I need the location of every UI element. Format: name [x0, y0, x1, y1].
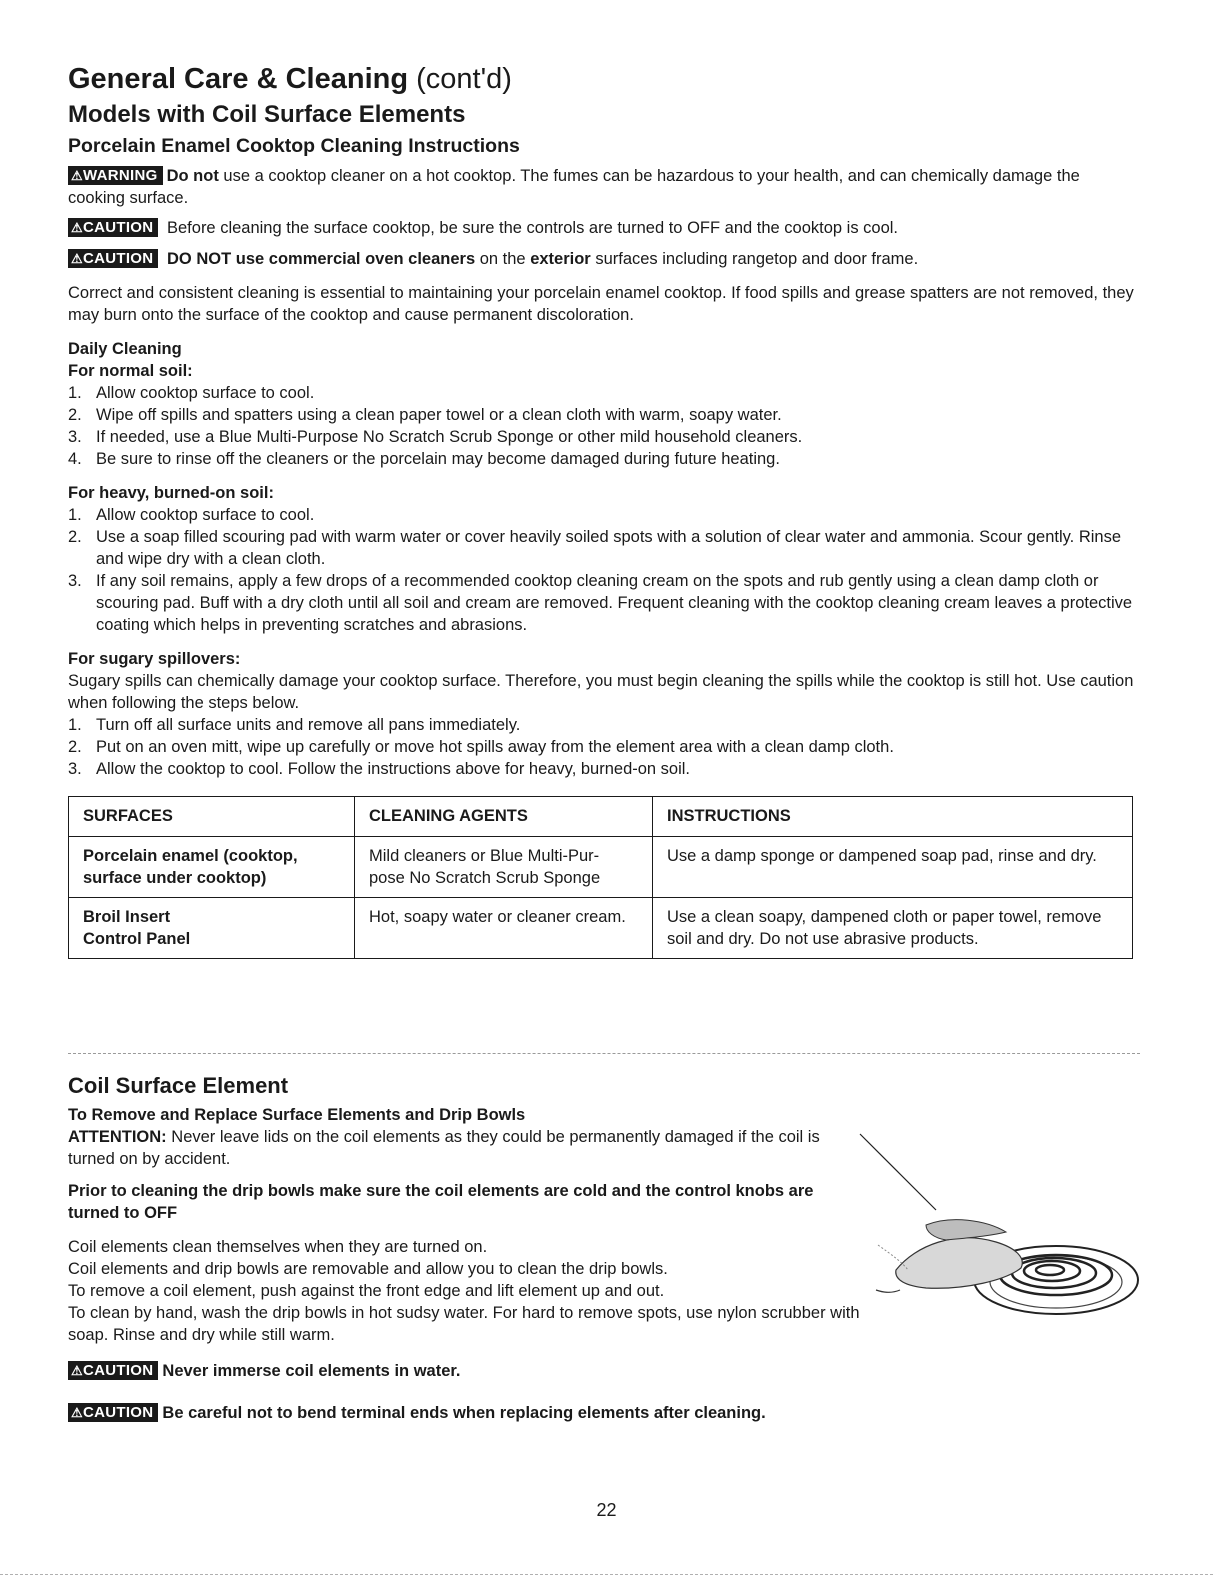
- sugary-heading: For sugary spillovers:: [68, 650, 241, 668]
- column-header: INSTRUCTIONS: [653, 797, 1133, 837]
- normal-soil-heading: For normal soil:: [68, 362, 193, 380]
- heavy-soil-heading: For heavy, burned-on soil:: [68, 484, 274, 502]
- coil-element-illustration: [856, 1130, 1146, 1330]
- surface-line: Control Panel: [83, 930, 191, 948]
- table-cell: Porcelain enamel (cooktop, surface under cooktop): [69, 837, 355, 898]
- list-item: 1. Allow cooktop surface to cool.: [68, 506, 315, 524]
- list-item: 3. If needed, use a Blue Multi-Purpose No Scratch Scrub Sponge or other mild household cleaners.: [68, 428, 803, 446]
- caution2-lead: DO NOT use commercial oven cleaners: [167, 250, 476, 268]
- caution2-mid: on the: [479, 250, 526, 268]
- coil-section: [68, 1072, 868, 1424]
- table-header-row: [69, 797, 1133, 837]
- attention-paragraph: [68, 1126, 868, 1170]
- table-row: [69, 898, 1133, 959]
- list-item: 1. Allow cooktop surface to cool.: [68, 384, 315, 402]
- page-number: 22: [596, 1500, 617, 1520]
- caution3-text: Never immerse coil elements in water.: [162, 1362, 461, 1380]
- warning-triangle-icon: ⚠: [71, 1405, 83, 1420]
- caution-badge: ⚠CAUTION: [68, 1361, 158, 1380]
- section-divider: [68, 1053, 1140, 1054]
- page-subtitle: Models with Coil Surface Elements: [68, 101, 466, 128]
- coil-subheading: To Remove and Replace Surface Elements and Drip Bowls: [68, 1106, 526, 1124]
- daily-heading: Daily Cleaning: [68, 340, 182, 358]
- caution-statement-1: [68, 217, 1138, 239]
- caution-badge: ⚠CAUTION: [68, 249, 158, 268]
- caution-statement-2: [68, 248, 1138, 270]
- warning-triangle-icon: ⚠: [71, 168, 83, 183]
- caution-statement-3: [68, 1360, 868, 1382]
- section-heading: Porcelain Enamel Cooktop Cleaning Instructions: [68, 135, 520, 157]
- daily-cleaning-section: [68, 338, 1138, 470]
- normal-soil-steps: [68, 382, 1138, 470]
- title-main: General Care & Cleaning: [68, 63, 409, 95]
- caution-badge: ⚠CAUTION: [68, 218, 158, 237]
- warning-lead: Do not: [166, 167, 219, 185]
- attention-label: ATTENTION:: [68, 1128, 167, 1146]
- table-cell: [69, 898, 355, 959]
- heavy-soil-steps: [68, 504, 1138, 636]
- warning-triangle-icon: ⚠: [71, 251, 83, 266]
- surface-line: Broil Insert: [83, 908, 171, 926]
- title-suffix: (cont'd): [416, 63, 512, 95]
- heavy-soil-section: [68, 482, 1138, 636]
- warning-triangle-icon: ⚠: [71, 1363, 83, 1378]
- caution2-tail: surfaces including rangetop and door frame.: [595, 250, 919, 268]
- instruction-line: Coil elements clean themselves when they are turned on.: [68, 1238, 488, 1256]
- sugary-section: [68, 648, 1138, 780]
- table-cell: Use a damp sponge or dampened soap pad, rinse and dry.: [653, 837, 1133, 898]
- warning-statement: [68, 165, 1138, 209]
- page-title: [68, 62, 1138, 96]
- list-item: 2. Use a soap filled scouring pad with warm water or cover heavily soiled spots with a solution of clear water and ammonia. Scour gently. Rinse and wipe dry with a clean cloth.: [68, 528, 1122, 568]
- cleaning-table: [68, 796, 1133, 959]
- list-item: 2. Put on an oven mitt, wipe up carefully or move hot spills away from the element area with a clean damp cloth.: [68, 738, 894, 756]
- list-item: 2. Wipe off spills and spatters using a clean paper towel or a clean cloth with warm, soapy water.: [68, 406, 782, 424]
- caution1-text: Before cleaning the surface cooktop, be sure the controls are turned to OFF and the cooktop is cool.: [167, 219, 899, 237]
- prior-warning: Prior to cleaning the drip bowls make sure the coil elements are cold and the control knobs are turned to OFF: [68, 1182, 814, 1222]
- table-row: [69, 837, 1133, 898]
- list-item: 1. Turn off all surface units and remove all pans immediately.: [68, 716, 521, 734]
- instruction-line: Coil elements and drip bowls are removable and allow you to clean the drip bowls.: [68, 1260, 668, 1278]
- table-cell: Use a clean soapy, dampened cloth or paper towel, remove soil and dry. Do not use abrasive products.: [653, 898, 1133, 959]
- warning-triangle-icon: ⚠: [71, 220, 83, 235]
- caution4-text: Be careful not to bend terminal ends when replacing elements after cleaning.: [162, 1404, 766, 1422]
- column-header: SURFACES: [69, 797, 355, 837]
- instruction-line: To remove a coil element, push against the front edge and lift element up and out.: [68, 1282, 665, 1300]
- caution2-bold: exterior: [530, 250, 591, 268]
- attention-text: Never leave lids on the coil elements as they could be permanently damaged if the coil is turned on by accident.: [68, 1128, 820, 1168]
- coil-instructions: [68, 1236, 868, 1346]
- list-item: 3. If any soil remains, apply a few drops of a recommended cooktop cleaning cream on the spots and rub gently using a clean damp cloth or scouring pad. Buff with a dry cloth until all soil and cream are removed. Frequent cleaning with the cooktop cleaning cream leaves a protective coating which helps in preventing scratches and abrasions.: [68, 572, 1133, 634]
- column-header: CLEANING AGENTS: [355, 797, 653, 837]
- intro-paragraph: Correct and consistent cleaning is essential to maintaining your porcelain enamel cooktop. If food spills and grease spatters are not removed, they may burn onto the surface of the cooktop and cause permanent discoloration.: [68, 284, 1134, 324]
- sugary-intro: Sugary spills can chemically damage your cooktop surface. Therefore, you must begin cleaning the spills while the cooktop is still hot. Use caution when following the steps below.: [68, 672, 1134, 712]
- list-item: 4. Be sure to rinse off the cleaners or the porcelain may become damaged during future heating.: [68, 450, 780, 468]
- list-item: 3. Allow the cooktop to cool. Follow the instructions above for heavy, burned-on soil.: [68, 760, 691, 778]
- table-cell: Hot, soapy water or cleaner cream.: [355, 898, 653, 959]
- page-content: [68, 62, 1138, 959]
- caution-badge: ⚠CAUTION: [68, 1403, 158, 1422]
- instruction-line: To clean by hand, wash the drip bowls in hot sudsy water. For hard to remove spots, use nylon scrubber with soap. Rinse and dry while still warm.: [68, 1304, 860, 1344]
- warning-badge: ⚠WARNING: [68, 166, 163, 185]
- caution-statement-4: [68, 1402, 1068, 1424]
- warning-text: use a cooktop cleaner on a hot cooktop. The fumes can be hazardous to your health, and can chemically damage the cooking surface.: [68, 167, 1080, 207]
- sugary-steps: [68, 714, 1138, 780]
- table-cell: Mild cleaners or Blue Multi-Pur- pose No Scratch Scrub Sponge: [355, 837, 653, 898]
- coil-heading: Coil Surface Element: [68, 1073, 289, 1098]
